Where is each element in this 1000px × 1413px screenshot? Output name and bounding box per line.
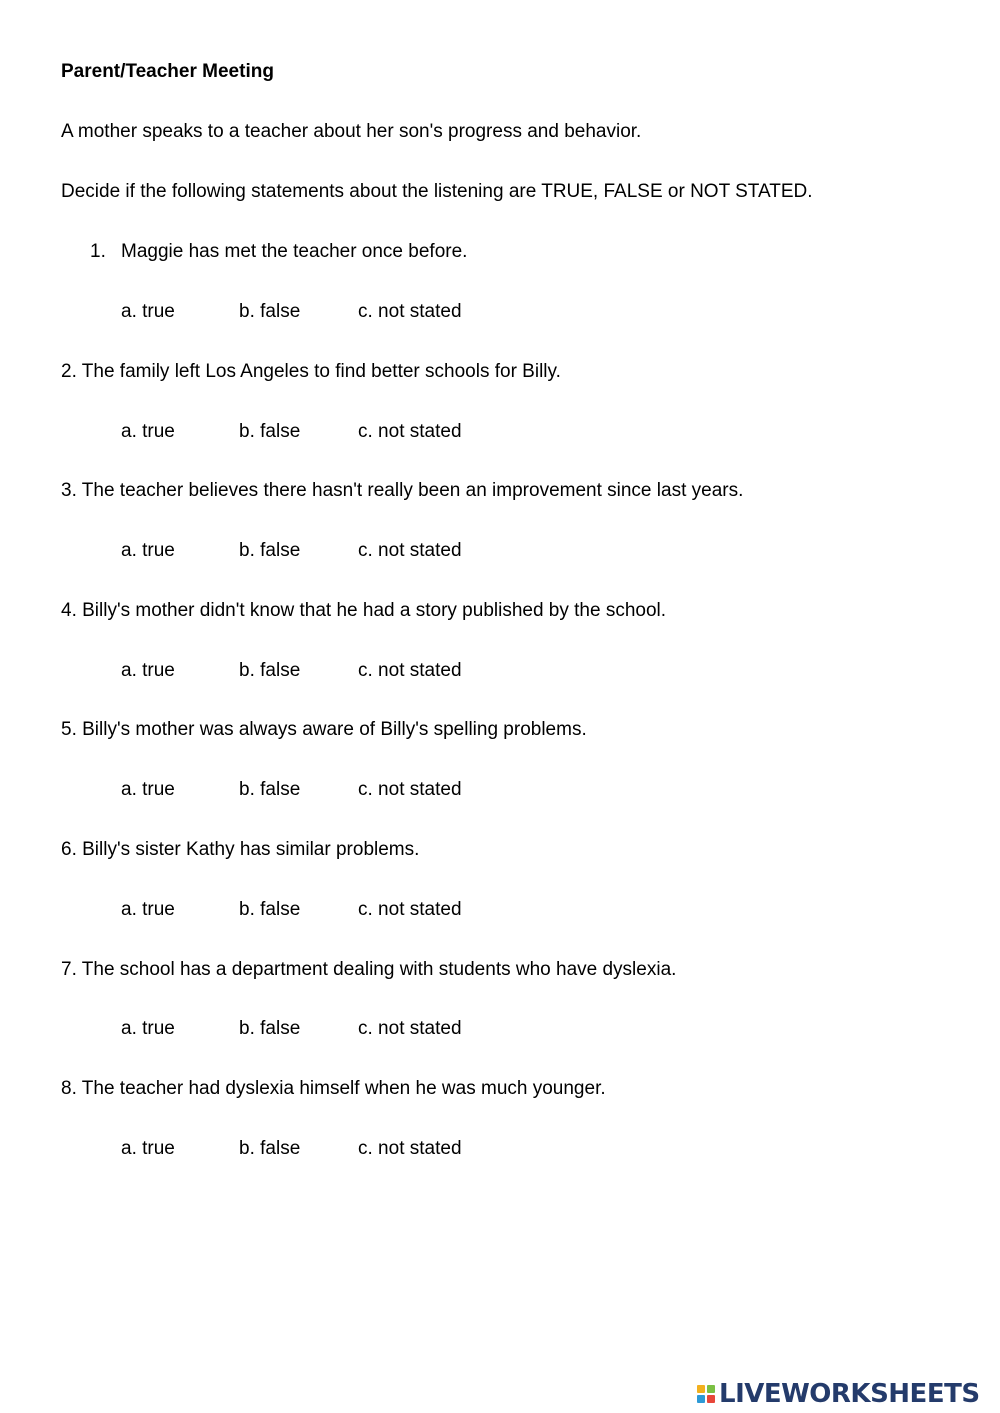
question-number: 1. [90,241,106,262]
question-7: 7. The school has a department dealing with students who have dyslexia. [61,959,677,980]
option-false[interactable]: b. false [239,540,301,561]
liveworksheets-logo [697,1378,980,1410]
answer-options-8 [0,1137,1000,1161]
option-not-stated[interactable]: c. not stated [358,660,462,681]
intro-text: A mother speaks to a teacher about her son's progress and behavior. [61,121,642,142]
answer-options-2 [0,420,1000,444]
option-true[interactable]: a. true [121,301,175,322]
option-true[interactable]: a. true [121,1138,175,1159]
answer-options-4 [0,659,1000,683]
option-not-stated[interactable]: c. not stated [358,421,462,442]
option-not-stated[interactable]: c. not stated [358,301,462,322]
answer-options-1 [0,300,1000,324]
question-5: 5. Billy's mother was always aware of Billy's spelling problems. [61,719,587,740]
question-8: 8. The teacher had dyslexia himself when he was much younger. [61,1078,606,1099]
option-not-stated[interactable]: c. not stated [358,1018,462,1039]
logo-mark-icon [697,1385,715,1403]
answer-options-3 [0,539,1000,563]
option-not-stated[interactable]: c. not stated [358,540,462,561]
option-false[interactable]: b. false [239,1138,301,1159]
option-false[interactable]: b. false [239,421,301,442]
question-4: 4. Billy's mother didn't know that he had a story published by the school. [61,600,667,621]
question-3: 3. The teacher believes there hasn't really been an improvement since last years. [61,480,744,501]
logo-square [707,1395,715,1403]
answer-options-6 [0,898,1000,922]
option-not-stated[interactable]: c. not stated [358,899,462,920]
option-true[interactable]: a. true [121,540,175,561]
option-true[interactable]: a. true [121,899,175,920]
option-false[interactable]: b. false [239,660,301,681]
logo-square [697,1385,705,1393]
question-2: 2. The family left Los Angeles to find better schools for Billy. [61,361,561,382]
logo-text: LIVEWORKSHEETS [719,1379,980,1409]
option-true[interactable]: a. true [121,421,175,442]
option-false[interactable]: b. false [239,1018,301,1039]
option-false[interactable]: b. false [239,779,301,800]
question-text: Maggie has met the teacher once before. [121,241,468,262]
answer-options-7 [0,1017,1000,1041]
page-title: Parent/Teacher Meeting [61,61,274,82]
logo-square [697,1395,705,1403]
answer-options-5 [0,778,1000,802]
instructions-text: Decide if the following statements about the listening are TRUE, FALSE or NOT STATED. [61,181,813,202]
logo-square [707,1385,715,1393]
option-not-stated[interactable]: c. not stated [358,779,462,800]
question-6: 6. Billy's sister Kathy has similar problems. [61,839,420,860]
option-false[interactable]: b. false [239,301,301,322]
option-true[interactable]: a. true [121,660,175,681]
option-true[interactable]: a. true [121,1018,175,1039]
option-false[interactable]: b. false [239,899,301,920]
option-not-stated[interactable]: c. not stated [358,1138,462,1159]
option-true[interactable]: a. true [121,779,175,800]
